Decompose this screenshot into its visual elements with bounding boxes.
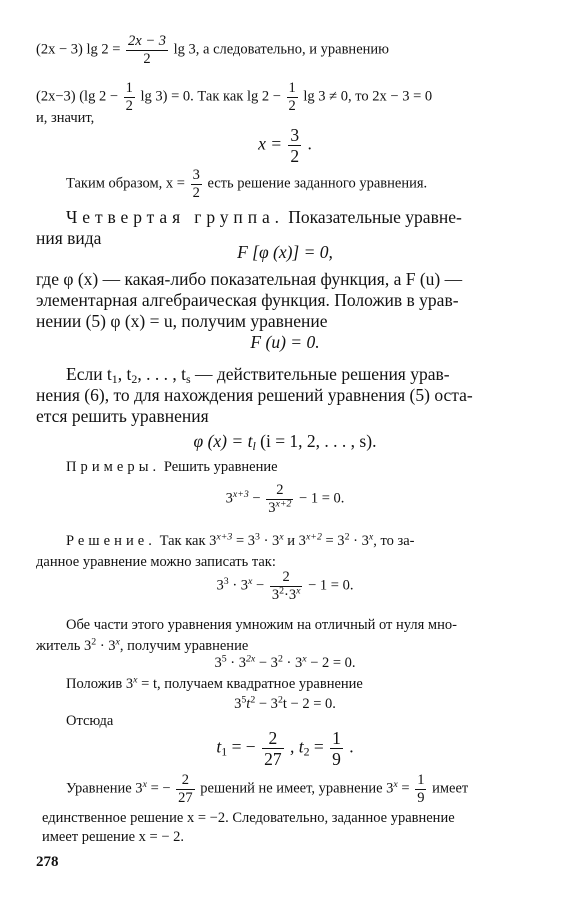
fraction-numerator: 2 <box>266 482 293 500</box>
line-text: lg 3, а следовательно, и уравнению <box>170 41 389 58</box>
text-line-22: Обе части этого уравнения умножим на отличный от нуля мно- <box>66 617 457 633</box>
equation-text: − 1 = 0. <box>295 490 345 507</box>
fraction-denominator: 9 <box>332 749 341 770</box>
line-text: Положив 3 <box>66 676 134 692</box>
fraction <box>330 728 343 769</box>
text-line-5 <box>66 167 427 201</box>
equation-text: − 3 <box>255 655 278 671</box>
text-line-20: данное уравнение можно записать так: <box>36 554 276 570</box>
equation-text: x = <box>258 133 287 154</box>
superscript: x <box>133 674 138 686</box>
equation-phi-t <box>0 433 570 451</box>
examples-heading-line <box>66 460 278 475</box>
fraction <box>288 125 301 166</box>
equation-f-u: F (u) = 0. <box>250 332 320 352</box>
line-text: Если t <box>66 364 112 384</box>
fraction-denominator: 2 <box>192 184 200 201</box>
equation-text: − <box>252 577 268 594</box>
equation-text: 3 <box>234 696 242 712</box>
equation-text: = <box>309 736 329 757</box>
fraction <box>270 569 303 603</box>
equation-text: − 1 = 0. <box>304 577 354 594</box>
superscript: x <box>248 576 253 588</box>
fraction <box>266 482 293 516</box>
line-text: , . . . , t <box>137 364 186 384</box>
line-text: Таким образом, x = <box>66 175 189 192</box>
solution-line <box>66 531 415 549</box>
subscript: 1 <box>221 744 228 759</box>
equation-text: · 3 <box>282 655 303 671</box>
fraction-numerator: 2x − 3 <box>128 33 167 49</box>
fraction-denominator: 2 <box>143 50 151 67</box>
text-line-30: единственное решение x = −2. Следовательно, заданное уравнение <box>42 810 455 826</box>
superscript: 5 <box>221 653 227 665</box>
superscript: x <box>368 531 374 543</box>
equation-example <box>0 482 570 516</box>
equation-text: (i = 1, 2, . . . , s). <box>255 431 377 451</box>
text-line-15: ется решить уравнения <box>36 406 209 426</box>
equation-quadratic <box>0 694 570 712</box>
line-text: · 3 <box>96 638 116 654</box>
line-text: , t <box>117 364 132 384</box>
equation-x-equals <box>0 125 570 166</box>
text-line-2 <box>36 80 432 114</box>
superscript: 5 <box>241 694 247 706</box>
equation-f-phi: F [φ (x)] = 0, <box>237 242 333 262</box>
text-line-29 <box>66 772 468 806</box>
fraction-numerator: 1 <box>332 728 341 748</box>
equation-text: . <box>344 736 354 757</box>
line-text: имеет <box>428 780 469 797</box>
fraction-denominator <box>266 500 293 517</box>
equation-text: 3 <box>216 577 224 594</box>
equation-text: − <box>248 490 265 507</box>
superscript: x+2 <box>275 498 292 510</box>
line-text: = 3 <box>321 533 345 549</box>
superscript: x+3 <box>216 531 233 543</box>
line-text: = 3 <box>232 533 256 549</box>
line-text: = <box>397 780 414 797</box>
text-line-9: где φ (x) — какая-либо показательная функция, а F (u) — <box>36 269 463 289</box>
equation-text: , t <box>285 736 304 757</box>
subscript: l <box>252 438 256 453</box>
fraction-denominator: 2 <box>290 146 300 167</box>
text-line-27: Отсюда <box>66 713 114 729</box>
equation-multiplied <box>0 653 570 671</box>
fraction <box>287 80 298 114</box>
fraction-numerator: 3 <box>290 125 300 145</box>
fraction-denominator: 2 <box>125 97 133 114</box>
superscript: 2x <box>245 653 256 665</box>
fraction-denominator: 2 <box>288 97 296 114</box>
text-line-25 <box>66 674 363 692</box>
line-text: lg 3 ≠ 0, то 2x − 3 = 0 <box>299 88 433 105</box>
superscript: 2 <box>91 636 97 648</box>
equation-text: 3 <box>214 655 222 671</box>
subscript: s <box>185 371 191 386</box>
page-number: 278 <box>36 854 59 870</box>
power-base: ·3 <box>284 586 297 603</box>
fraction-numerator: 1 <box>288 80 296 96</box>
line-text: есть решение заданного уравнения. <box>203 175 428 192</box>
superscript: x+2 <box>305 531 322 543</box>
line-text: Показательные уравне- <box>283 207 462 227</box>
superscript: x <box>302 653 307 665</box>
text-line-1 <box>36 33 389 67</box>
equation-text: = − <box>227 736 261 757</box>
fraction-numerator: 1 <box>417 772 425 788</box>
superscript: x <box>115 636 120 648</box>
fraction-numerator: 2 <box>176 772 195 790</box>
fraction-denominator: 27 <box>178 789 193 806</box>
subscript: 1 <box>111 371 118 386</box>
superscript: 2 <box>344 531 350 543</box>
text-line-31: имеет решение x = − 2. <box>42 829 184 845</box>
line-text: житель 3 <box>36 638 92 654</box>
examples-heading: Примеры. <box>66 459 161 475</box>
line-text: · 3 <box>259 533 280 549</box>
equation-text: (2x − 3) lg 2 = <box>36 41 125 58</box>
line-text: , получим уравнение <box>119 638 249 654</box>
section-heading-line <box>66 209 462 227</box>
text-line-23 <box>36 636 249 654</box>
fraction <box>126 33 168 67</box>
superscript: 2 <box>250 694 256 706</box>
superscript: x <box>279 531 284 543</box>
line-text: . <box>303 133 312 154</box>
fraction-numerator: 1 <box>125 80 133 96</box>
power-base: 3 <box>268 499 276 516</box>
superscript: 2 <box>279 585 285 597</box>
fraction-denominator <box>270 587 303 604</box>
fraction-numerator: 2 <box>262 728 284 749</box>
line-text: Решить уравнение <box>160 459 278 475</box>
fraction-numerator: 2 <box>270 569 303 587</box>
superscript: x <box>296 585 301 597</box>
line-text: Уравнение 3 <box>66 780 143 797</box>
superscript: x+3 <box>232 489 249 501</box>
equation-text: φ (x) = t <box>193 431 253 451</box>
fraction-denominator: 27 <box>264 749 282 770</box>
equation-text: t <box>246 696 251 712</box>
superscript: 3 <box>255 531 260 543</box>
line-text: = t, получаем квадратное уравнение <box>137 676 363 692</box>
fraction <box>262 728 284 769</box>
equation-roots <box>0 728 570 769</box>
line-text: Так как 3 <box>155 533 217 549</box>
text-line-10: элементарная алгебраическая функция. Положив в урав- <box>36 290 459 310</box>
superscript: 3 <box>223 576 229 588</box>
equation-text: t <box>216 736 222 757</box>
fraction-numerator: 3 <box>192 167 200 183</box>
line-text: lg 3) = 0. Так как lg 2 − <box>136 88 285 105</box>
fraction <box>176 772 195 806</box>
text-line-14: нения (6), то для нахождения решений уравнения (5) оста- <box>36 385 473 405</box>
line-text: — действительные решения урав- <box>190 364 450 384</box>
fraction-denominator: 9 <box>417 789 425 806</box>
equation-rewritten <box>0 569 570 603</box>
section-heading: Четвертая группа. <box>66 207 284 227</box>
superscript: x <box>142 779 147 791</box>
equation-text: 3 <box>225 490 233 507</box>
text-line-3: и, значит, <box>36 110 95 126</box>
equation-text: (2x−3) (lg 2 − <box>36 88 122 105</box>
fraction <box>415 772 426 806</box>
text-line-7: ния вида <box>36 228 102 248</box>
superscript: 2 <box>277 694 283 706</box>
line-text: , то за- <box>373 533 415 549</box>
line-text: = − <box>146 780 175 797</box>
superscript: 2 <box>277 653 283 665</box>
subscript: 2 <box>131 371 138 386</box>
text-line-13 <box>66 366 450 384</box>
line-text: решений не имеет, уравнение 3 <box>196 780 394 797</box>
power-base: 3 <box>271 586 280 603</box>
equation-text: · 3 <box>228 577 249 594</box>
equation-text: − 2 = 0. <box>306 655 356 671</box>
subscript: 2 <box>303 744 310 759</box>
text-line-11: нении (5) φ (x) = u, получим уравнение <box>36 311 328 331</box>
solution-heading: Решение. <box>66 533 156 549</box>
fraction <box>124 80 135 114</box>
fraction <box>191 167 202 201</box>
equation-text: − 3 <box>255 696 278 712</box>
line-text: и 3 <box>283 533 306 549</box>
equation-text: t − 2 = 0. <box>282 696 336 712</box>
line-text: · 3 <box>349 533 369 549</box>
superscript: x <box>393 779 398 791</box>
equation-text: · 3 <box>226 655 246 671</box>
